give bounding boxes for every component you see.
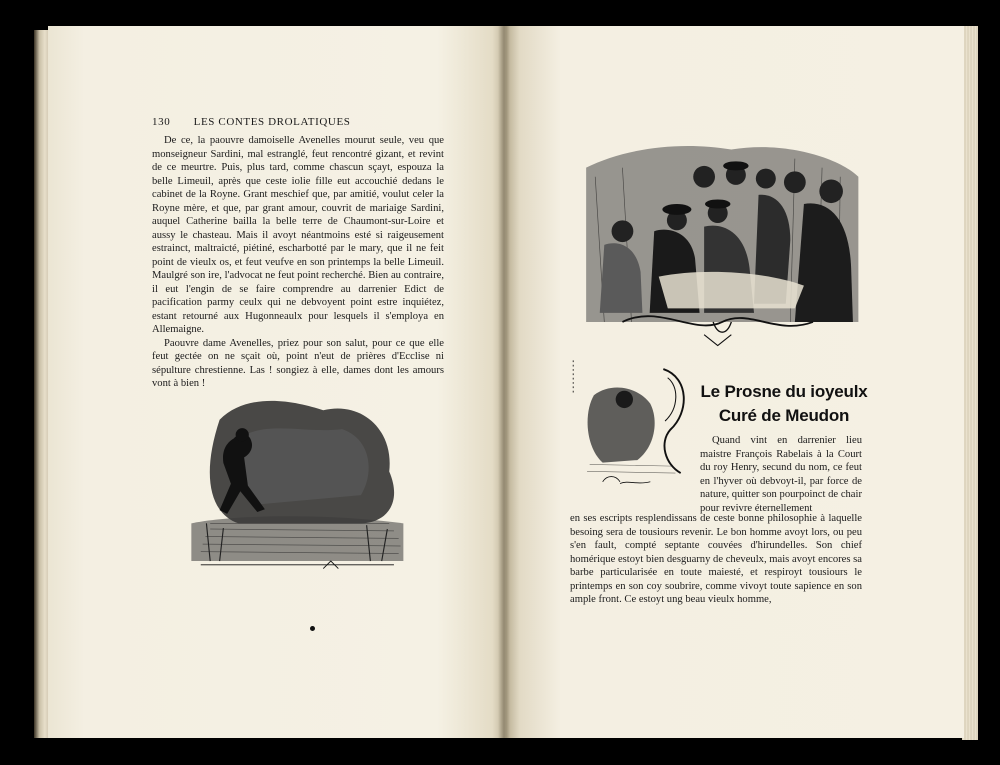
- running-head-title: LES CONTES DROLATIQUES: [193, 116, 351, 128]
- page-number: 130: [152, 116, 171, 128]
- chapter-title-line-1: Le Prosne du ioyeulx: [700, 382, 868, 401]
- chapter-title: [700, 380, 868, 428]
- left-vignette-engraving: [180, 382, 410, 578]
- book-gutter: [498, 26, 510, 738]
- right-body-text: [570, 512, 862, 607]
- chapter-title-line-2: Curé de Meudon: [718, 406, 850, 425]
- right-body-paragraph: en ses escripts resplendissans de ceste bonne philosophie à laquelle besoing sera de tousiours revenir. Le bon homme avoyt lors, ou peu s'en fault, compté septante couvées d'hirundelles. Son chief homérique estoyt bien desguarny de cheveulx, mais avoyt encores sa barbe particularisée en toute maiesté, et respiroyt tousiours le printemps en son coy soubrire, comme vivoyt toute sapience en son ample front. Ce estoyt ung beau vieulx homme,: [570, 513, 862, 605]
- cartouche-engraving: [568, 356, 698, 500]
- running-head: [152, 116, 482, 128]
- left-page-text: [152, 134, 444, 391]
- ornament-dot: [310, 626, 315, 631]
- left-paragraph-2: Paouvre dame Avenelles, priez pour son salut, pour ce que elle feut gectée on ne sçait où, point n'eut de prières d'Ecclise ni sépulture chrestienne. Las ! songiez à elle, dames dont les amours vont à bien !: [152, 337, 444, 389]
- court-gathering-engraving: [568, 130, 862, 356]
- left-paragraph-1: De ce, la paouvre damoiselle Avenelles mourut seule, veu que monseigneur Sardini, mal estranglé, feut rencontré gizant, et revint de ce meurtre. Puis, plus tard, comme chascun sçayt, espouza la belle Limeuil, après que ceste iolie fille eut accouchié dedans le cabinet de la Royne. Grant meschief que, par amitié, voulut celer la Royne mère, et que, par grant amour, couvrit de mariaige Sardini, auquel Catherine bailla la belle terre de Chaumont-sur-Loire et aussy le chasteau. Mais il avoyt néantmoins esté si raigeusement estrainct, maltraicté, piétiné, escharbotté par le mary, que il ne feit point de vieulx os, et feut veufve en son printemps la belle Limeuil. Maulgré son ire, l'advocat ne feut point recherché. Bien au contraire, il eut l'engin de se faire comprendre au darrenier Edict de pacification parmy ceulx qui ne debvoyent point estre inquiétez, estant retourné aux Hugonneaulx pour lesquels il s'employa en Allemaigne.: [152, 135, 444, 335]
- right-intro-paragraph: Quand vint en darrenier lieu maistre François Rabelais à la Court du roy Henry, secund du nom, ce feut en l'hyver où debvoyt-il, par force de nature, quitter son pourpoinct de chair pour revivre éternellement: [700, 435, 862, 514]
- right-intro-text: [700, 434, 862, 515]
- right-page-edge: [962, 26, 978, 740]
